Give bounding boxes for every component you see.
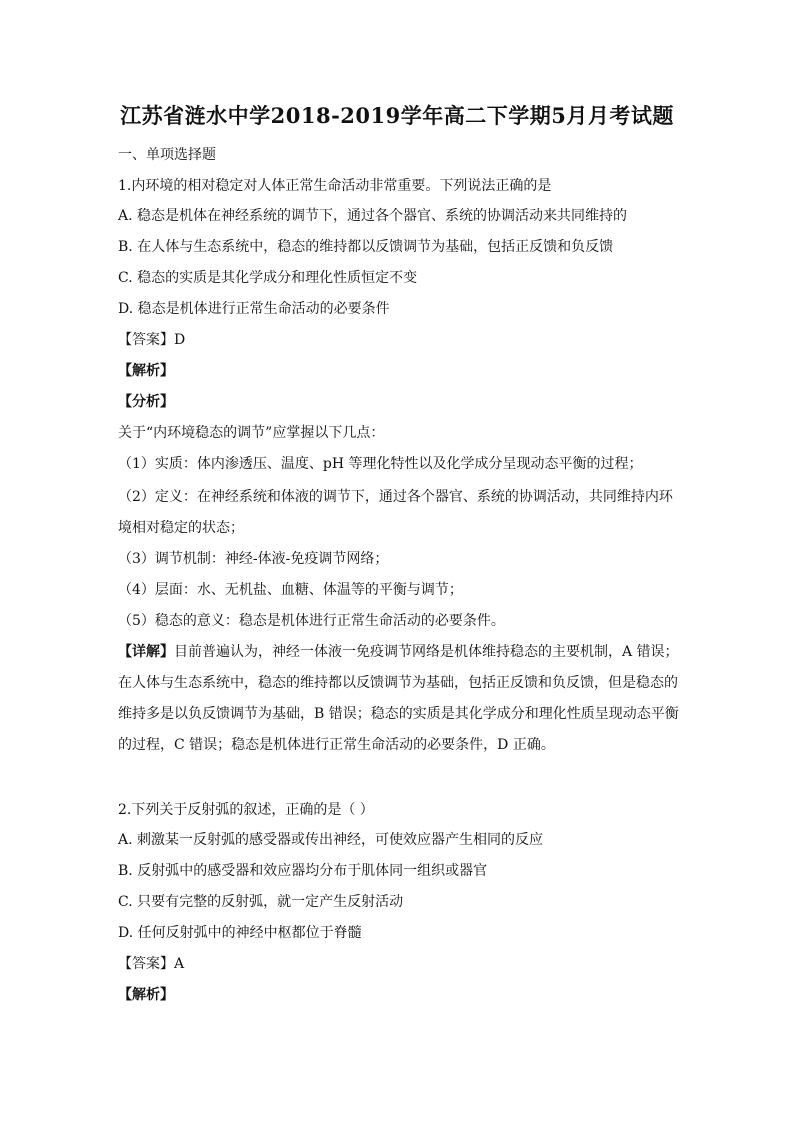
q1-point-5: （5）稳态的意义：稳态是机体进行正常生命活动的必要条件。: [118, 613, 505, 629]
q1-detail-line-4: 的过程，C 错误；稳态是机体进行正常生命活动的必要条件，D 正确。: [118, 737, 555, 753]
q1-answer: 【答案】D: [118, 332, 186, 348]
q1-point-3: （3）调节机制：神经-体液-免疫调节网络；: [118, 551, 389, 567]
q1-option-a: A. 稳态是机体在神经系统的调节下，通过各个器官、系统的协调活动来共同维持的: [118, 208, 628, 224]
q2-answer: 【答案】A: [118, 956, 185, 972]
q1-option-b: B. 在人体与生态系统中，稳态的维持都以反馈调节为基础，包括正反馈和负反馈: [118, 239, 614, 255]
section-heading: 一、单项选择题: [118, 147, 216, 163]
q1-option-c: C. 稳态的实质是其化学成分和理化性质恒定不变: [118, 270, 418, 286]
q1-detail-line-3: 维持多是以负反馈调节为基础，B 错误；稳态的实质是其化学成分和理化性质呈现动态平衡: [118, 706, 679, 722]
page-title: 江苏省涟水中学2018-2019学年高二下学期5月月考试题: [120, 103, 674, 128]
q2-option-d: D. 任何反射弧中的神经中枢都位于脊髓: [118, 925, 362, 941]
q1-point-2-cont: 境相对稳定的状态；: [118, 520, 244, 536]
q1-stem: 1.内环境的相对稳定对人体正常生命活动非常重要。下列说法正确的是: [118, 178, 552, 194]
q1-option-d: D. 稳态是机体进行正常生命活动的必要条件: [118, 301, 390, 317]
q2-option-c: C. 只要有完整的反射弧，就一定产生反射活动: [118, 894, 404, 910]
q2-option-b: B. 反射弧中的感受器和效应器均分布于肌体同一组织或器官: [118, 863, 488, 879]
q1-analysis-label: 【解析】: [118, 363, 174, 379]
q2-analysis-label: 【解析】: [118, 987, 174, 1003]
q1-detail-line-2: 在人体与生态系统中，稳态的维持都以反馈调节为基础，包括正反馈和负反馈，但是稳态的: [118, 675, 678, 691]
q1-fenxi-intro: 关于“内环境稳态的调节”应掌握以下几点：: [118, 425, 385, 441]
q1-detail-text-1: 目前普遍认为，神经一体液一免疫调节网络是机体维持稳态的主要机制，A 错误；: [174, 644, 679, 660]
q2-stem: 2.下列关于反射弧的叙述，正确的是（ ）: [118, 802, 374, 818]
q1-detail-line-1: [118, 642, 678, 662]
q2-option-a: A. 刺激某一反射弧的感受器或传出神经，可使效应器产生相同的反应: [118, 832, 544, 848]
q1-point-4: （4）层面：水、无机盐、血糖、体温等的平衡与调节；: [118, 582, 463, 598]
q1-point-1: （1）实质：体内渗透压、温度、pH 等理化特性以及化学成分呈现动态平衡的过程；: [118, 456, 643, 472]
q1-fenxi-label: 【分析】: [118, 394, 174, 410]
q1-point-2: （2）定义：在神经系统和体液的调节下，通过各个器官、系统的协调活动，共同维持内环: [118, 489, 673, 505]
q1-detail-label: 【详解】: [118, 644, 174, 660]
